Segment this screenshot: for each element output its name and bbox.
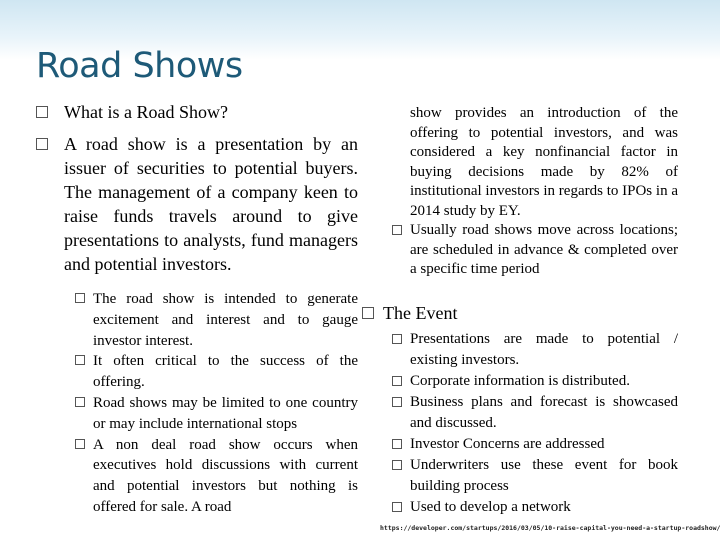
- checkbox-bullet-icon: [392, 439, 402, 449]
- checkbox-bullet-icon: [75, 439, 85, 449]
- sub-bullet-usually: [362, 221, 678, 280]
- checkbox-bullet-icon: [392, 397, 402, 407]
- event-item: [362, 497, 678, 518]
- event-item-text: Underwriters use these event for book building process: [410, 456, 678, 494]
- checkbox-bullet-icon: [75, 397, 85, 407]
- checkbox-bullet-icon: [36, 138, 48, 150]
- checkbox-bullet-icon: [392, 376, 402, 386]
- right-column: [362, 104, 678, 518]
- event-item: [362, 434, 678, 455]
- continuation-paragraph: show provides an introduction of the offering to potential investors, and was considered a key nonfinancial factor in buying decisions made by 82% of institutional investors in regards to IPOs in a 2014 study by EY.: [410, 105, 678, 219]
- sub-bullet-text: The road show is intended to generate excitement and interest and to gauge investor interest.: [93, 291, 358, 349]
- sub-bullet-text: Road shows may be limited to one country or may include international stops: [93, 394, 358, 432]
- sub-bullet-generate: [36, 289, 358, 351]
- sub-bullet-limited: [36, 393, 358, 435]
- checkbox-bullet-icon: [362, 307, 374, 319]
- question-bullet: [36, 100, 358, 124]
- checkbox-bullet-icon: [392, 502, 402, 512]
- checkbox-bullet-icon: [75, 293, 85, 303]
- event-item: [362, 371, 678, 392]
- sub-bullet-critical: [36, 351, 358, 393]
- event-item: [362, 392, 678, 434]
- event-item-text: Corporate information is distributed.: [410, 372, 630, 389]
- checkbox-bullet-icon: [392, 225, 402, 235]
- event-heading: The Event: [383, 302, 458, 323]
- event-heading-bullet: [362, 301, 678, 325]
- checkbox-bullet-icon: [75, 355, 85, 365]
- source-link[interactable]: https://developer.com/startups/2016/03/05/10-raise-capital-you-need-a-startup-roadshow/: [380, 524, 720, 532]
- checkbox-bullet-icon: [392, 334, 402, 344]
- event-item: [362, 329, 678, 371]
- left-column: [36, 100, 358, 518]
- sub-bullet-text: A non deal road show occurs when executives hold discussions with current and potential investors but nothing is offered for sale. A road: [93, 436, 358, 515]
- sub-bullet-text: Usually road shows move across locations; are scheduled in advance & completed over a specific time period: [410, 222, 678, 277]
- question-text: What is a Road Show?: [64, 102, 228, 122]
- definition-text: A road show is a presentation by an issuer of securities to potential buyers. The management of a company keen to raise funds travels around to give presentations to analysts, fund managers and potential investors.: [64, 134, 358, 274]
- sub-bullet-non-deal: [36, 435, 358, 518]
- event-item-text: Presentations are made to potential / existing investors.: [410, 330, 678, 368]
- sub-bullet-text: It often critical to the success of the offering.: [93, 353, 358, 391]
- slide-title: Road Shows: [36, 46, 243, 86]
- event-item: [362, 455, 678, 497]
- checkbox-bullet-icon: [36, 106, 48, 118]
- event-item-text: Used to develop a network: [410, 498, 571, 515]
- event-item-text: Business plans and forecast is showcased and discussed.: [410, 393, 678, 431]
- event-item-text: Investor Concerns are addressed: [410, 435, 605, 452]
- definition-bullet: [36, 132, 358, 276]
- checkbox-bullet-icon: [392, 460, 402, 470]
